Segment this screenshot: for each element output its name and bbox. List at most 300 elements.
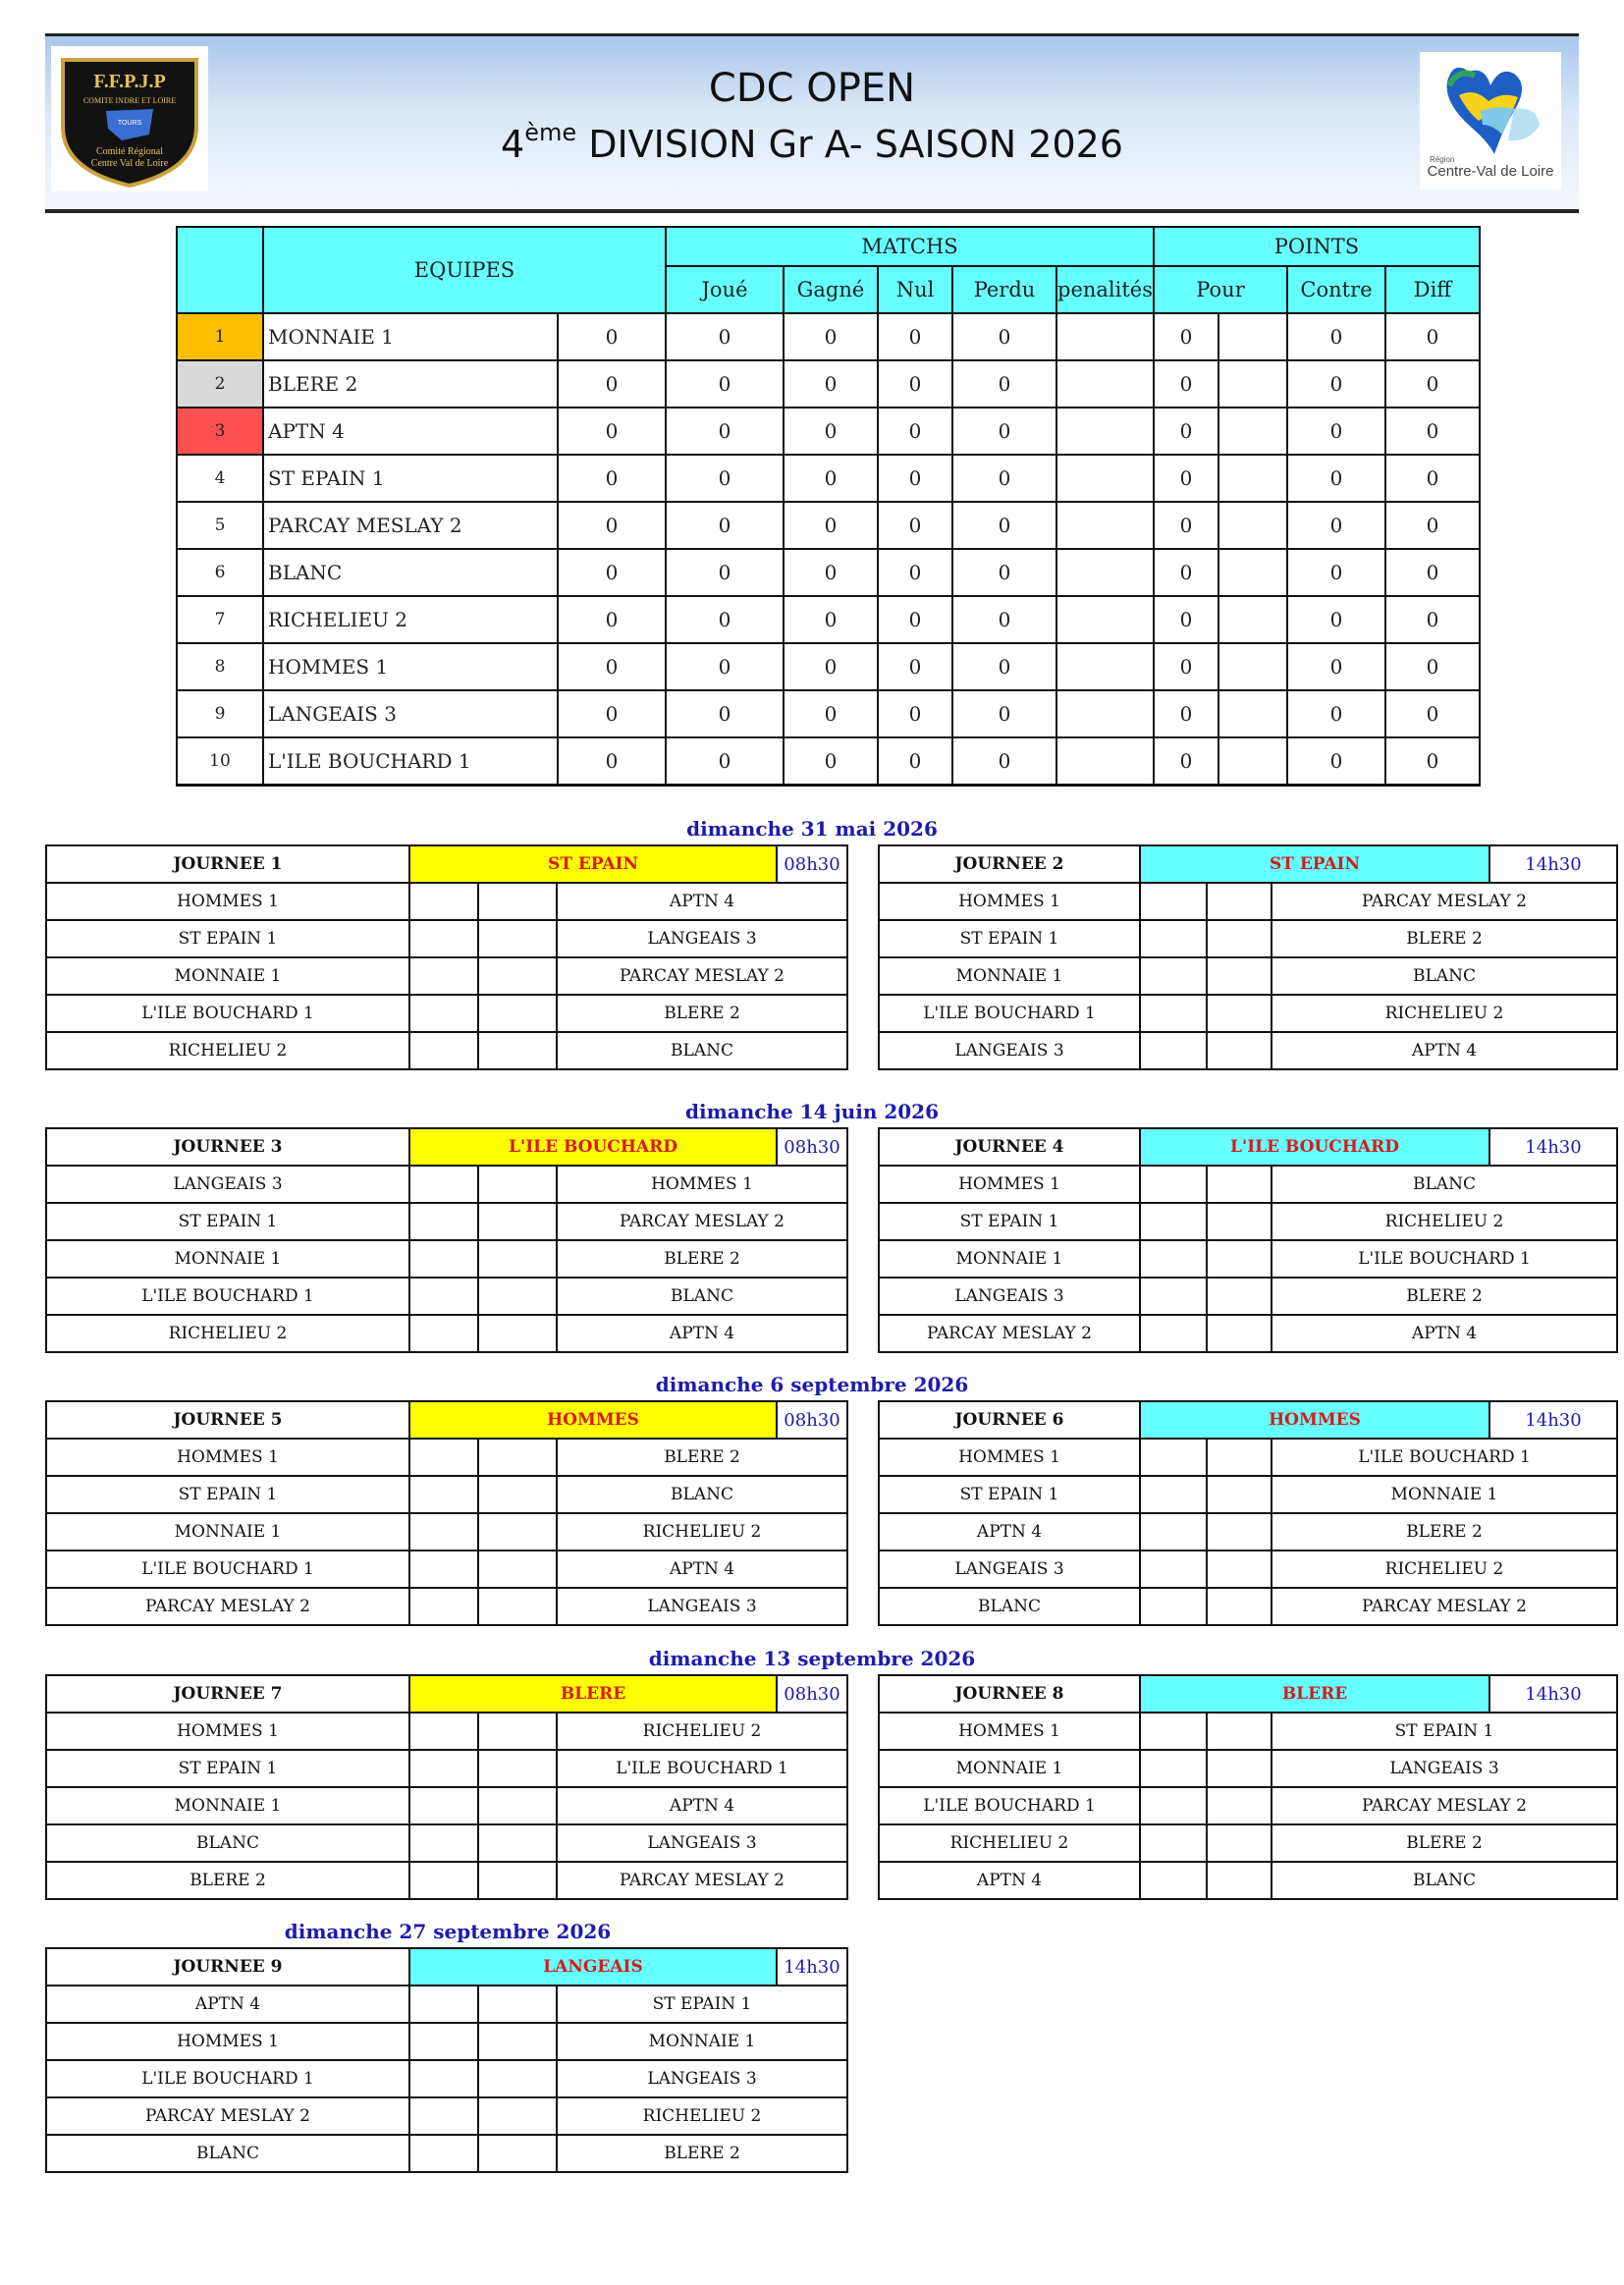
away-score-cell — [1207, 920, 1272, 957]
away-team: MONNAIE 1 — [557, 2023, 847, 2060]
home-score-cell — [1140, 1032, 1207, 1069]
away-score-cell — [1207, 1713, 1272, 1750]
home-score-cell — [409, 1551, 478, 1588]
away-team: BLANC — [1272, 1862, 1617, 1899]
home-team: RICHELIEU 2 — [879, 1824, 1140, 1862]
home-score-cell — [1140, 1315, 1207, 1352]
home-team: HOMMES 1 — [879, 1166, 1140, 1203]
home-score-cell — [1140, 883, 1207, 920]
away-score-cell — [478, 2135, 557, 2172]
match-row — [46, 1824, 847, 1862]
standings-cell-rank: 7 — [177, 596, 263, 643]
home-team: PARCAY MESLAY 2 — [46, 1588, 409, 1625]
standings-cell-contre: 0 — [1287, 549, 1385, 596]
standings-cell-nul: 0 — [878, 596, 952, 643]
standings-cell-team: LANGEAIS 3 — [263, 690, 558, 737]
standings-cell-joue: 0 — [666, 596, 784, 643]
home-score-cell — [1140, 1862, 1207, 1899]
home-team: L'ILE BOUCHARD 1 — [46, 1551, 409, 1588]
standings-cell-pts: 0 — [558, 455, 666, 502]
standings-cell-pen — [1056, 455, 1154, 502]
away-score-cell — [478, 1032, 557, 1069]
away-team: APTN 4 — [557, 883, 847, 920]
standings-cell-joue: 0 — [666, 455, 784, 502]
away-team: PARCAY MESLAY 2 — [557, 1203, 847, 1240]
away-score-cell — [478, 1439, 557, 1476]
match-row — [879, 1203, 1617, 1240]
home-score-cell — [1140, 1551, 1207, 1588]
away-team: ST EPAIN 1 — [1272, 1713, 1617, 1750]
home-score-cell — [409, 2023, 478, 2060]
logo-tours-text: TOURS — [117, 120, 142, 127]
match-row — [46, 920, 847, 957]
away-team: PARCAY MESLAY 2 — [557, 1862, 847, 1899]
standings-cell-pour: 0 — [1154, 596, 1218, 643]
standings-cell-joue: 0 — [666, 643, 784, 690]
home-team: ST EPAIN 1 — [46, 1203, 409, 1240]
away-score-cell — [478, 1551, 557, 1588]
home-team: L'ILE BOUCHARD 1 — [46, 1278, 409, 1315]
away-score-cell — [478, 1315, 557, 1352]
home-team: L'ILE BOUCHARD 1 — [46, 995, 409, 1032]
standings-cell-perdu: 0 — [952, 455, 1056, 502]
standings-cell-gagne: 0 — [784, 502, 878, 549]
home-team: LANGEAIS 3 — [879, 1551, 1140, 1588]
away-score-cell — [478, 1787, 557, 1824]
standings-cell-joue: 0 — [666, 690, 784, 737]
home-team: ST EPAIN 1 — [46, 1750, 409, 1787]
away-score-cell — [1207, 957, 1272, 995]
page-header — [45, 33, 1579, 213]
logo-comite-text: COMITE INDRE ET LOIRE — [82, 96, 177, 105]
standings-cell-team: ST EPAIN 1 — [263, 455, 558, 502]
header-gagne: Gagné — [784, 266, 878, 313]
match-row — [46, 1278, 847, 1315]
standings-cell-rank: 3 — [177, 408, 263, 455]
home-team: PARCAY MESLAY 2 — [46, 2097, 409, 2135]
away-team: RICHELIEU 2 — [557, 1713, 847, 1750]
header-diff: Diff — [1385, 266, 1480, 313]
journee-table — [878, 1400, 1618, 1626]
standings-cell-pen — [1056, 408, 1154, 455]
header-joue: Joué — [666, 266, 784, 313]
journee-table — [45, 1400, 848, 1626]
away-score-cell — [478, 1513, 557, 1551]
standings-cell-pen — [1056, 690, 1154, 737]
standings-cell-perdu: 0 — [952, 313, 1056, 360]
standings-cell-gagne: 0 — [784, 596, 878, 643]
away-team: BLANC — [557, 1032, 847, 1069]
standings-cell-team: L'ILE BOUCHARD 1 — [263, 737, 558, 786]
match-row — [879, 995, 1617, 1032]
standings-cell-nul: 0 — [878, 549, 952, 596]
home-score-cell — [409, 1278, 478, 1315]
standings-cell-perdu: 0 — [952, 690, 1056, 737]
home-score-cell — [409, 2097, 478, 2135]
standings-rank-header — [177, 227, 263, 313]
home-score-cell — [1140, 1240, 1207, 1278]
standings-cell-pour: 0 — [1154, 502, 1218, 549]
home-team: ST EPAIN 1 — [879, 1203, 1140, 1240]
away-score-cell — [478, 1278, 557, 1315]
standings-cell-pen — [1056, 596, 1154, 643]
match-row — [46, 2060, 847, 2097]
away-score-cell — [1207, 1551, 1272, 1588]
journee-venue: HOMMES — [1140, 1401, 1489, 1439]
journee-time: 14h30 — [1489, 1401, 1617, 1439]
standings-cell-diff: 0 — [1385, 596, 1480, 643]
away-score-cell — [478, 1750, 557, 1787]
journee-table — [45, 1674, 848, 1900]
away-team: BLANC — [1272, 957, 1617, 995]
matchday-date: dimanche 14 juin 2026 — [685, 1100, 939, 1123]
standings-cell-pts: 0 — [558, 502, 666, 549]
region-centre-val-de-loire-logo — [1420, 52, 1561, 190]
away-team: APTN 4 — [557, 1551, 847, 1588]
standings-cell-pts: 0 — [558, 549, 666, 596]
standings-cell-pour2 — [1218, 502, 1287, 549]
match-row — [46, 1862, 847, 1899]
match-row — [46, 995, 847, 1032]
journee-name: JOURNEE 4 — [879, 1128, 1140, 1166]
logo-region-name: Centre-Val de Loire — [1427, 163, 1554, 180]
home-team: PARCAY MESLAY 2 — [879, 1315, 1140, 1352]
home-team: HOMMES 1 — [46, 1439, 409, 1476]
away-team: HOMMES 1 — [557, 1166, 847, 1203]
away-score-cell — [1207, 1315, 1272, 1352]
home-score-cell — [409, 1203, 478, 1240]
match-row — [879, 1588, 1617, 1625]
standings-table — [176, 226, 1481, 787]
away-score-cell — [1207, 1166, 1272, 1203]
home-team: MONNAIE 1 — [879, 1240, 1140, 1278]
standings-row — [177, 455, 1480, 502]
away-team: LANGEAIS 3 — [557, 2060, 847, 2097]
header-penalites: penalités — [1056, 266, 1154, 313]
standings-cell-pour: 0 — [1154, 549, 1218, 596]
home-score-cell — [409, 1986, 478, 2023]
away-score-cell — [1207, 1476, 1272, 1513]
standings-cell-pen — [1056, 313, 1154, 360]
journee-name: JOURNEE 5 — [46, 1401, 409, 1439]
away-score-cell — [1207, 1032, 1272, 1069]
standings-cell-joue: 0 — [666, 737, 784, 786]
match-row — [879, 1513, 1617, 1551]
away-score-cell — [478, 2060, 557, 2097]
journee-name: JOURNEE 3 — [46, 1128, 409, 1166]
away-score-cell — [478, 1203, 557, 1240]
journee-time: 08h30 — [777, 1128, 847, 1166]
journee-time: 08h30 — [777, 1401, 847, 1439]
home-score-cell — [1140, 1787, 1207, 1824]
standings-cell-rank: 2 — [177, 360, 263, 408]
match-row — [46, 2023, 847, 2060]
home-score-cell — [1140, 1278, 1207, 1315]
standings-equipes-header: EQUIPES — [263, 227, 666, 313]
standings-cell-diff: 0 — [1385, 643, 1480, 690]
standings-cell-pen — [1056, 360, 1154, 408]
standings-cell-pour: 0 — [1154, 313, 1218, 360]
away-score-cell — [1207, 1750, 1272, 1787]
home-team: HOMMES 1 — [46, 1713, 409, 1750]
standings-cell-joue: 0 — [666, 549, 784, 596]
standings-cell-joue: 0 — [666, 502, 784, 549]
standings-cell-joue: 0 — [666, 360, 784, 408]
match-row — [879, 1166, 1617, 1203]
match-row — [879, 1476, 1617, 1513]
away-team: BLANC — [557, 1278, 847, 1315]
match-row — [879, 1787, 1617, 1824]
home-score-cell — [409, 2135, 478, 2172]
standings-cell-pts: 0 — [558, 313, 666, 360]
standings-cell-pour2 — [1218, 596, 1287, 643]
page-title: CDC OPEN — [708, 66, 916, 111]
standings-cell-pts: 0 — [558, 643, 666, 690]
home-team: MONNAIE 1 — [879, 1750, 1140, 1787]
away-team: BLERE 2 — [1272, 1824, 1617, 1862]
away-team: PARCAY MESLAY 2 — [1272, 1787, 1617, 1824]
away-team: RICHELIEU 2 — [557, 2097, 847, 2135]
match-row — [46, 1787, 847, 1824]
matchday-date: dimanche 13 septembre 2026 — [648, 1647, 976, 1670]
away-score-cell — [1207, 1588, 1272, 1625]
journee-header-row — [46, 1128, 847, 1166]
home-team: MONNAIE 1 — [46, 1787, 409, 1824]
header-nul: Nul — [878, 266, 952, 313]
standings-cell-nul: 0 — [878, 690, 952, 737]
home-score-cell — [1140, 1439, 1207, 1476]
away-score-cell — [478, 1986, 557, 2023]
home-team: L'ILE BOUCHARD 1 — [46, 2060, 409, 2097]
standings-cell-contre: 0 — [1287, 455, 1385, 502]
home-team: HOMMES 1 — [879, 883, 1140, 920]
standings-cell-pour2 — [1218, 313, 1287, 360]
away-team: LANGEAIS 3 — [1272, 1750, 1617, 1787]
standings-cell-perdu: 0 — [952, 596, 1056, 643]
standings-cell-rank: 5 — [177, 502, 263, 549]
home-score-cell — [1140, 1588, 1207, 1625]
home-score-cell — [409, 1240, 478, 1278]
standings-cell-perdu: 0 — [952, 737, 1056, 786]
away-score-cell — [1207, 1787, 1272, 1824]
home-score-cell — [409, 995, 478, 1032]
home-score-cell — [409, 920, 478, 957]
journee-table — [45, 1127, 848, 1353]
home-team: LANGEAIS 3 — [879, 1032, 1140, 1069]
away-team: BLERE 2 — [557, 1240, 847, 1278]
home-score-cell — [409, 1750, 478, 1787]
standings-cell-diff: 0 — [1385, 455, 1480, 502]
home-team: LANGEAIS 3 — [879, 1278, 1140, 1315]
match-row — [879, 883, 1617, 920]
page-subtitle — [45, 119, 1579, 166]
away-score-cell — [1207, 883, 1272, 920]
home-team: L'ILE BOUCHARD 1 — [879, 1787, 1140, 1824]
standings-cell-contre: 0 — [1287, 690, 1385, 737]
match-row — [46, 883, 847, 920]
home-score-cell — [409, 1588, 478, 1625]
away-team: LANGEAIS 3 — [557, 1588, 847, 1625]
standings-cell-pour: 0 — [1154, 690, 1218, 737]
standings-cell-pour2 — [1218, 408, 1287, 455]
standings-cell-pour: 0 — [1154, 643, 1218, 690]
away-score-cell — [1207, 995, 1272, 1032]
matchday-date: dimanche 31 mai 2026 — [686, 817, 938, 841]
journee-name: JOURNEE 1 — [46, 845, 409, 883]
away-score-cell — [1207, 1203, 1272, 1240]
home-score-cell — [1140, 995, 1207, 1032]
match-row — [46, 1986, 847, 2023]
away-team: BLERE 2 — [557, 995, 847, 1032]
journee-table — [45, 844, 848, 1070]
home-team: ST EPAIN 1 — [879, 1476, 1140, 1513]
away-team: APTN 4 — [1272, 1315, 1617, 1352]
away-team: PARCAY MESLAY 2 — [557, 957, 847, 995]
standings-cell-gagne: 0 — [784, 737, 878, 786]
away-team: APTN 4 — [557, 1315, 847, 1352]
standings-row — [177, 596, 1480, 643]
home-team: HOMMES 1 — [879, 1439, 1140, 1476]
journee-name: JOURNEE 7 — [46, 1675, 409, 1713]
home-score-cell — [1140, 1166, 1207, 1203]
away-team: RICHELIEU 2 — [1272, 1551, 1617, 1588]
match-row — [879, 920, 1617, 957]
standings-cell-diff: 0 — [1385, 360, 1480, 408]
home-team: LANGEAIS 3 — [46, 1166, 409, 1203]
standings-row — [177, 737, 1480, 786]
home-score-cell — [1140, 957, 1207, 995]
match-row — [879, 1032, 1617, 1069]
away-score-cell — [478, 920, 557, 957]
standings-cell-pour: 0 — [1154, 408, 1218, 455]
home-team: MONNAIE 1 — [46, 1240, 409, 1278]
home-score-cell — [1140, 1824, 1207, 1862]
standings-cell-gagne: 0 — [784, 313, 878, 360]
journee-time: 08h30 — [777, 845, 847, 883]
away-team: BLERE 2 — [1272, 920, 1617, 957]
away-team: LANGEAIS 3 — [557, 920, 847, 957]
away-team: APTN 4 — [557, 1787, 847, 1824]
away-score-cell — [478, 2023, 557, 2060]
journee-header-row — [46, 845, 847, 883]
home-score-cell — [1140, 1513, 1207, 1551]
standings-cell-gagne: 0 — [784, 549, 878, 596]
journee-time: 14h30 — [1489, 1128, 1617, 1166]
standings-cell-perdu: 0 — [952, 643, 1056, 690]
journee-table — [45, 1947, 848, 2173]
match-row — [879, 957, 1617, 995]
match-row — [46, 1439, 847, 1476]
home-score-cell — [1140, 1713, 1207, 1750]
home-team: ST EPAIN 1 — [46, 1476, 409, 1513]
standings-cell-team: RICHELIEU 2 — [263, 596, 558, 643]
match-row — [879, 1315, 1617, 1352]
standings-cell-gagne: 0 — [784, 643, 878, 690]
journee-venue: HOMMES — [409, 1401, 777, 1439]
standings-cell-joue: 0 — [666, 408, 784, 455]
standings-cell-diff: 0 — [1385, 549, 1480, 596]
standings-cell-contre: 0 — [1287, 643, 1385, 690]
home-team: APTN 4 — [879, 1513, 1140, 1551]
division-text: DIVISION Gr A- SAISON 2026 — [576, 123, 1123, 166]
standings-cell-pour2 — [1218, 737, 1287, 786]
home-team: HOMMES 1 — [46, 883, 409, 920]
away-team: ST EPAIN 1 — [557, 1986, 847, 2023]
standings-cell-pen — [1056, 737, 1154, 786]
standings-cell-pour2 — [1218, 455, 1287, 502]
standings-cell-nul: 0 — [878, 502, 952, 549]
journee-table — [878, 1127, 1618, 1353]
away-team: APTN 4 — [1272, 1032, 1617, 1069]
standings-cell-gagne: 0 — [784, 360, 878, 408]
standings-cell-contre: 0 — [1287, 360, 1385, 408]
standings-cell-nul: 0 — [878, 408, 952, 455]
away-team: L'ILE BOUCHARD 1 — [557, 1750, 847, 1787]
away-team: BLERE 2 — [1272, 1513, 1617, 1551]
match-row — [46, 1476, 847, 1513]
away-team: L'ILE BOUCHARD 1 — [1272, 1240, 1617, 1278]
journee-header-row — [879, 1128, 1617, 1166]
away-score-cell — [478, 1476, 557, 1513]
match-row — [46, 957, 847, 995]
match-row — [879, 1713, 1617, 1750]
home-score-cell — [1140, 1750, 1207, 1787]
journee-header-row — [46, 1948, 847, 1986]
away-team: BLANC — [1272, 1166, 1617, 1203]
match-row — [879, 1240, 1617, 1278]
journee-name: JOURNEE 2 — [879, 845, 1140, 883]
away-score-cell — [478, 883, 557, 920]
match-row — [46, 2135, 847, 2172]
standings-cell-perdu: 0 — [952, 549, 1056, 596]
journee-time: 08h30 — [777, 1675, 847, 1713]
standings-cell-pen — [1056, 502, 1154, 549]
standings-cell-gagne: 0 — [784, 455, 878, 502]
home-team: BLANC — [879, 1588, 1140, 1625]
matchday-date: dimanche 6 septembre 2026 — [655, 1373, 969, 1396]
journee-venue: BLERE — [409, 1675, 777, 1713]
home-score-cell — [409, 1862, 478, 1899]
standings-cell-pour2 — [1218, 360, 1287, 408]
away-score-cell — [478, 1240, 557, 1278]
logo-ffpjp-text: F.F.P.J.P — [93, 71, 166, 92]
logo-comite-regional-text: Comité Régional — [95, 146, 164, 157]
standings-cell-team: MONNAIE 1 — [263, 313, 558, 360]
standings-row — [177, 313, 1480, 360]
journee-header-row — [46, 1401, 847, 1439]
home-team: MONNAIE 1 — [46, 1513, 409, 1551]
standings-cell-team: APTN 4 — [263, 408, 558, 455]
journee-venue: BLERE — [1140, 1675, 1489, 1713]
standings-matchs-header: MATCHS — [666, 227, 1154, 266]
standings-cell-perdu: 0 — [952, 502, 1056, 549]
home-score-cell — [409, 1032, 478, 1069]
standings-cell-joue: 0 — [666, 313, 784, 360]
away-score-cell — [478, 957, 557, 995]
standings-cell-pts: 0 — [558, 596, 666, 643]
standings-cell-pour: 0 — [1154, 737, 1218, 786]
away-team: RICHELIEU 2 — [1272, 995, 1617, 1032]
standings-cell-diff: 0 — [1385, 737, 1480, 786]
match-row — [879, 1278, 1617, 1315]
home-team: BLERE 2 — [46, 1862, 409, 1899]
home-team: HOMMES 1 — [879, 1713, 1140, 1750]
home-team: APTN 4 — [46, 1986, 409, 2023]
standings-cell-team: PARCAY MESLAY 2 — [263, 502, 558, 549]
home-team: ST EPAIN 1 — [46, 920, 409, 957]
away-score-cell — [478, 1166, 557, 1203]
away-score-cell — [1207, 1824, 1272, 1862]
